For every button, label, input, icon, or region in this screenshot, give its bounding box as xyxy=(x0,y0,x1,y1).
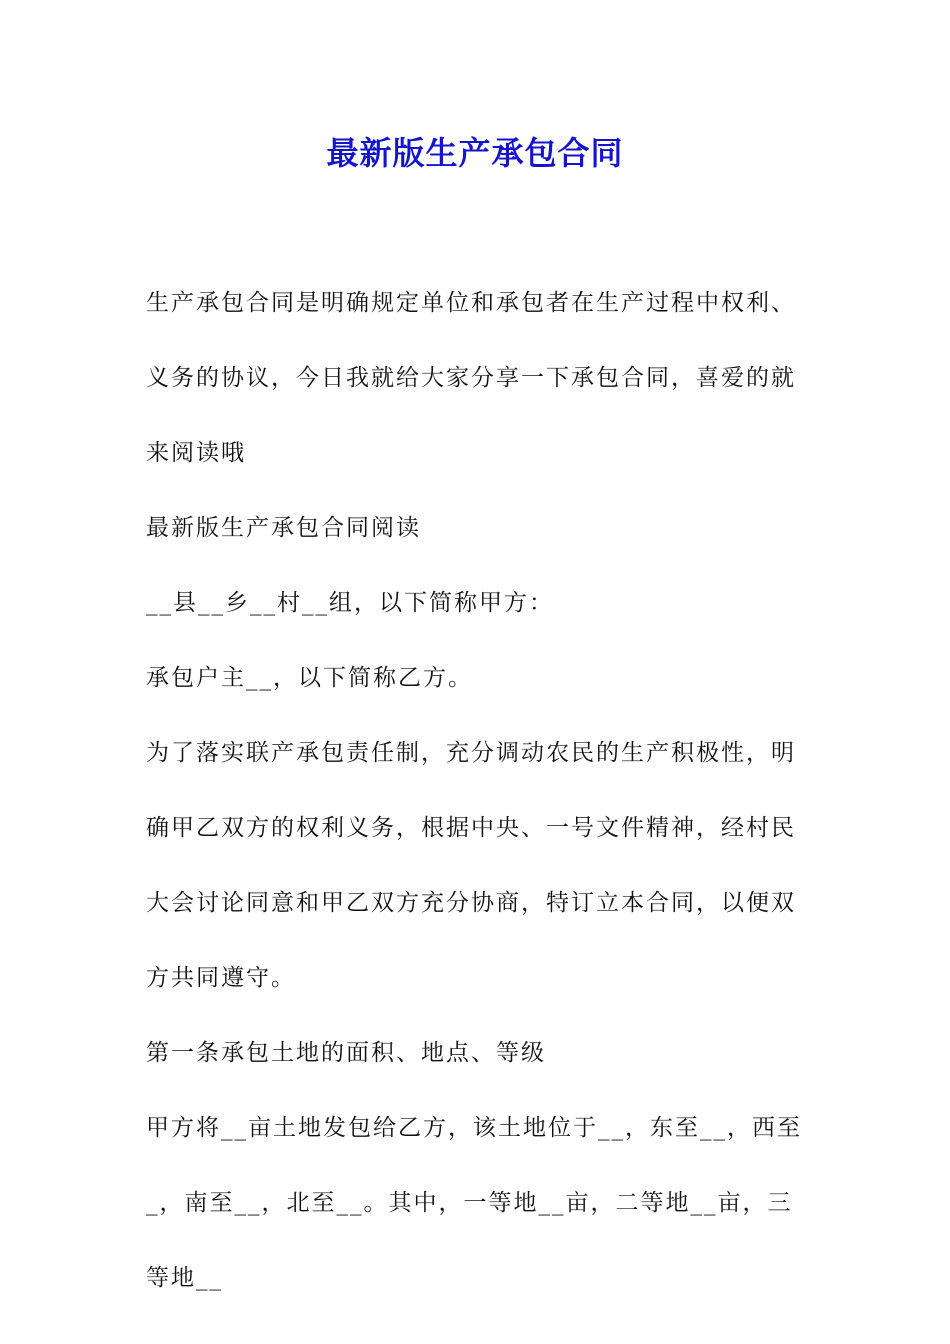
document-title: 最新版生产承包合同 xyxy=(326,134,624,172)
paragraph-intro: 生产承包合同是明确规定单位和承包者在生产过程中权利、义务的协议，今日我就给大家分享一下承包合同，喜爱的就来阅读哦 xyxy=(146,290,796,466)
paragraph-purpose: 为了落实联产承包责任制，充分调动农民的生产积极性，明确甲乙双方的权利义务，根据中央、一号文件精神，经村民大会讨论同意和甲乙双方充分协商，特订立本合同，以便双方共同遵守。 xyxy=(146,740,796,991)
paragraph-article-1-body: 甲方将__亩土地发包给乙方，该土地位于__，东至__，西至_，南至__，北至__。其中，一等地__亩，二等地__亩，三等地__ xyxy=(146,1115,802,1291)
paragraph-article-1-heading: 第一条承包土地的面积、地点、等级 xyxy=(146,1040,546,1066)
paragraph-party-b: 承包户主__，以下简称乙方。 xyxy=(146,665,473,691)
document-body xyxy=(146,266,806,1316)
paragraph-party-a: __县__乡__村__组，以下简称甲方： xyxy=(146,590,554,616)
paragraph-subtitle: 最新版生产承包合同阅读 xyxy=(146,515,421,541)
